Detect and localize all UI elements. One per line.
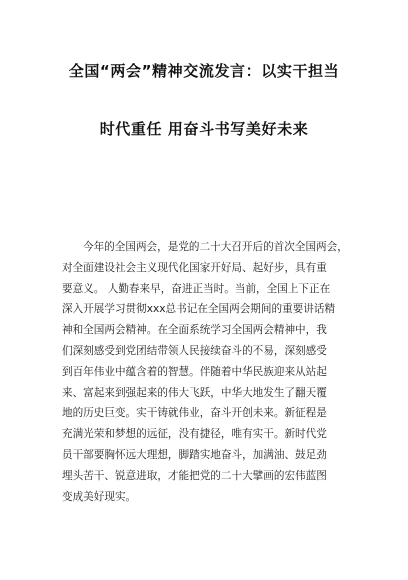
paragraph-line: 们深刻感受到党团结带领人民接续奋斗的不易，深刻感受 <box>62 344 327 357</box>
document-title-line-2: 时代重任 用奋斗书写美好未来 <box>99 120 309 138</box>
paragraph-line: 要意义。 人勤春来早，奋进正当时。当前，全国上下正在 <box>62 282 331 295</box>
paragraph-line: 来、富起来到强起来的伟大飞跃，中华大地发生了翻天覆 <box>62 386 327 399</box>
paragraph-line: 充满光荣和梦想的远征，没有捷径，唯有实干。新时代党 <box>62 428 327 441</box>
paragraph-line: 今年的全国两会，是党的二十大召开后的首次全国两会， <box>83 241 348 253</box>
document-title-line-1: 全国“两会”精神交流发言：以实干担当 <box>68 62 340 80</box>
paragraph-line: 神和全国两会精神。在全面系统学习全国两会精神中，我 <box>62 324 327 337</box>
paragraph-line: 变成美好现实。 <box>62 490 137 503</box>
paragraph-line: 对全面建设社会主义现代化国家开好局、起好步，具有重 <box>62 261 327 274</box>
paragraph-line: 到百年伟业中蕴含着的智慧。伴随着中华民族迎来从站起 <box>62 365 327 378</box>
paragraph-line: 埋头苦干、锐意进取，才能把党的二十大擘画的宏伟蓝图 <box>62 469 327 482</box>
paragraph-line: 地的历史巨变。实干铸就伟业，奋斗开创未来。新征程是 <box>62 407 327 420</box>
paragraph-line: 员干部要胸怀远大理想，脚踏实地奋斗，加满油、鼓足劲 <box>62 448 327 461</box>
paragraph-line: 深入开展学习贯彻xxx总书记在全国两会期间的重要讲话精 <box>62 303 336 316</box>
body-paragraph <box>62 237 360 507</box>
